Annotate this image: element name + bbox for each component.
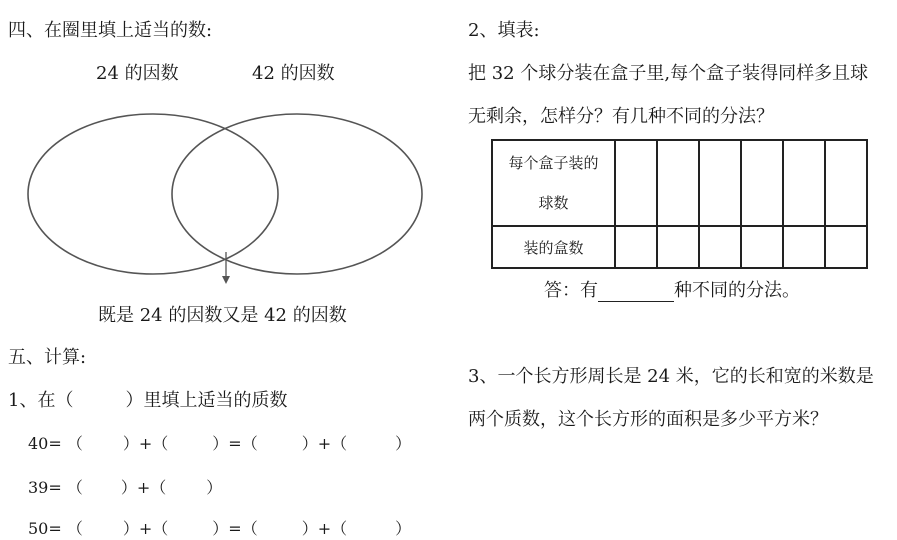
equation-number: 50= [28,519,62,538]
section4-title: 四、在圈里填上适当的数: [8,20,213,41]
fill-in-table [491,139,868,269]
bracket-close: ） [395,519,412,538]
table-cell[interactable] [783,140,825,226]
bracket-plus: ）+（ [120,478,167,497]
equation-row-50 [28,518,411,540]
intersection-pointer-arrowhead [222,276,230,284]
table-cell[interactable] [825,226,867,268]
equation-number: 40= [28,434,62,453]
table-cell[interactable] [741,226,783,268]
equation-row-40 [28,433,411,455]
bracket-close: ） [395,434,412,453]
bracket-plus: ）+（ [122,519,169,538]
equation-row-39 [28,477,222,499]
bracket-equals: ）=（ [212,434,258,453]
bracket-open: （ [66,434,83,453]
table-header-balls-per-box [492,140,615,226]
q3-text-line2: 两个质数，这个长方形的面积是多少平方米？ [468,409,828,430]
table-cell[interactable] [825,140,867,226]
header-line: 球数 [538,194,569,212]
answer-prefix: 答：有 [544,280,598,301]
table-cell[interactable] [657,226,699,268]
table-cell[interactable] [615,226,657,268]
venn-label-left: 24 的因数 [96,63,179,84]
table-cell[interactable] [783,226,825,268]
q2-text-line1: 把 32 个球分装在盒子里,每个盒子装得同样多且球 [468,63,869,84]
venn-label-right: 42 的因数 [252,63,335,84]
bracket-open: （ [66,519,83,538]
bracket-close: ） [206,478,223,497]
answer-suffix: 种不同的分法。 [674,280,800,301]
table-cell[interactable] [657,140,699,226]
table-row-balls-per-box [492,140,867,226]
q3-text-line1: 3、一个长方形周长是 24 米，它的长和宽的米数是 [468,366,874,387]
table-cell[interactable] [615,140,657,226]
q1-prefix: 1、在（ [8,390,74,411]
header-line: 每个盒子装的 [508,154,599,172]
circle-factors-24[interactable] [28,114,278,274]
table-row-box-count [492,226,867,268]
venn-diagram [0,0,460,300]
answer-blank-underline[interactable] [598,283,674,302]
bracket-plus: ）+（ [301,434,348,453]
q1-instruction [8,390,287,412]
q2-text-line2: 无剩余，怎样分？有几种不同的分法？ [468,106,774,127]
section5-title: 五、计算: [8,347,87,368]
bracket-equals: ）=（ [212,519,258,538]
table-cell[interactable] [699,226,741,268]
bracket-plus: ）+（ [301,519,348,538]
table-cell[interactable] [741,140,783,226]
bracket-open: （ [66,478,83,497]
venn-label-common: 既是 24 的因数又是 42 的因数 [98,305,347,326]
table-header-box-count: 装的盒数 [492,226,615,268]
table-cell[interactable] [699,140,741,226]
bracket-plus: ）+（ [122,434,169,453]
circle-factors-42[interactable] [172,114,422,274]
q2-title: 2、填表: [468,20,540,41]
q2-answer-line [544,280,800,302]
equation-number: 39= [28,478,62,497]
q1-suffix: ）里填上适当的质数 [125,390,288,411]
